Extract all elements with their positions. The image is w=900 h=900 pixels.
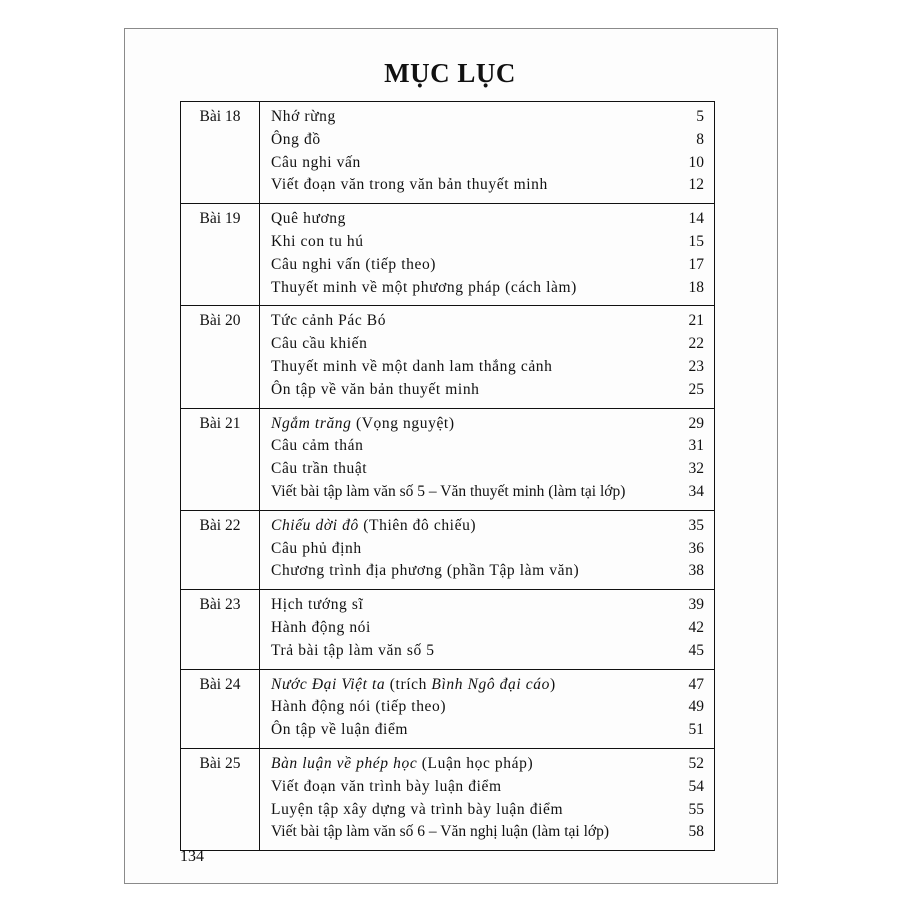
entry-title-part: Thuyết minh về một danh lam thắng cảnh: [271, 357, 553, 375]
entry-page-number: 38: [688, 562, 704, 580]
entry-title: [271, 481, 625, 504]
entry-title: [271, 458, 367, 481]
toc-entry: [181, 674, 714, 697]
toc-section: [181, 203, 714, 305]
column-divider: [259, 204, 260, 305]
entry-title: [271, 776, 502, 799]
toc-entry: [181, 821, 714, 844]
entry-title-part: Câu trần thuật: [271, 460, 368, 478]
toc-entry: [181, 208, 714, 231]
section-label: Bài 21: [199, 414, 241, 432]
entry-title-part: Khi con tu hú: [271, 232, 364, 250]
entry-title-part: Bình Ngô đại cáo: [431, 675, 550, 693]
entry-page-number: 25: [688, 380, 704, 398]
toc-section: [181, 102, 714, 203]
entry-title-part: (trích: [385, 675, 432, 693]
entry-title-part: Nhớ rừng: [271, 108, 336, 125]
entry-title: [271, 379, 480, 402]
toc-entry: [181, 799, 714, 822]
toc-entry: [181, 152, 714, 175]
entry-title-part: Câu nghi vấn: [271, 153, 361, 171]
toc-entry: [181, 231, 714, 254]
toc-entry: [181, 356, 714, 379]
entry-title-part: Viết bài tập làm văn số 6 – Văn nghị luận (làm tại lớp): [271, 823, 610, 841]
toc-entry: [181, 696, 714, 719]
entry-page-number: 35: [688, 516, 704, 534]
entry-title-part: Thuyết minh về một phương pháp (cách làm): [271, 278, 577, 296]
entry-title: [271, 333, 367, 356]
entry-page-number: 32: [688, 460, 704, 478]
toc-entry: [181, 481, 714, 504]
entry-page-number: 29: [688, 414, 704, 432]
entry-page-number: 23: [688, 357, 704, 375]
section-label: Bài 18: [199, 108, 241, 125]
section-label: Bài 24: [199, 675, 241, 693]
entry-page-number: 14: [688, 210, 704, 228]
toc-section: [181, 748, 714, 850]
toc-section: [181, 589, 714, 668]
section-label: Bài 19: [199, 210, 241, 228]
entry-title-part: Chiếu dời đô: [271, 516, 359, 534]
entry-title-part: Hành động nói (tiếp theo): [271, 698, 447, 716]
entry-page-number: 45: [688, 641, 704, 659]
toc-section: [181, 669, 714, 748]
entry-title-part: Viết bài tập làm văn số 5 – Văn thuyết minh (làm tại lớp): [271, 482, 626, 500]
toc-entry: [181, 174, 714, 197]
column-divider: [259, 409, 260, 510]
entry-title-part: Ôn tập về văn bản thuyết minh: [271, 380, 480, 398]
entry-page-number: 21: [688, 312, 704, 330]
toc-section: [181, 510, 714, 589]
entry-page-number: 42: [688, 618, 704, 636]
entry-title-part: Nước Đại Việt ta: [271, 675, 386, 693]
toc-section: [181, 305, 714, 407]
toc-entry: [181, 333, 714, 356]
entry-title-part: Chương trình địa phương (phần Tập làm văn): [271, 562, 580, 580]
entry-title: [271, 821, 609, 844]
entry-title: [271, 560, 579, 583]
entry-title-part: Ôn tập về luận điểm: [271, 721, 409, 739]
entry-title-part: Luyện tập xây dựng và trình bày luận điểm: [271, 800, 564, 818]
toc-entry: [181, 719, 714, 742]
entry-page-number: 5: [696, 108, 704, 125]
section-label: Bài 23: [199, 596, 241, 614]
entry-title-part: Bàn luận về phép học: [271, 754, 418, 772]
entry-title: [271, 719, 408, 742]
entry-title-part: Quê hương: [271, 210, 346, 228]
entry-page-number: 31: [688, 437, 704, 455]
entry-title: [271, 152, 361, 175]
entry-title: [271, 640, 435, 663]
entry-title-part: Câu cầu khiến: [271, 335, 368, 353]
column-divider: [259, 306, 260, 407]
entry-title-part: Ông đồ: [271, 130, 321, 148]
entry-title-part: (Thiên đô chiếu): [358, 516, 477, 534]
toc-entry: [181, 776, 714, 799]
entry-page-number: 55: [688, 800, 704, 818]
entry-title-part: Trả bài tập làm văn số 5: [271, 641, 435, 659]
toc-entry: [181, 310, 714, 333]
entry-title-part: Câu cảm thán: [271, 437, 364, 455]
toc-entry: [181, 617, 714, 640]
column-divider: [259, 590, 260, 668]
entry-title-part: Hịch tướng sĩ: [271, 596, 364, 614]
entry-page-number: 58: [688, 823, 704, 841]
entry-title: [271, 753, 533, 776]
entry-title: [271, 310, 386, 333]
entry-page-number: 17: [688, 255, 704, 273]
page-number: 134: [180, 848, 204, 865]
toc-entry: [181, 640, 714, 663]
entry-title: [271, 356, 553, 379]
toc-entry: [181, 413, 714, 436]
entry-title-part: Câu phủ định: [271, 539, 362, 557]
entry-title-part: Tức cảnh Pác Bó: [271, 312, 387, 330]
entry-title: [271, 696, 446, 719]
entry-title-part: ): [549, 675, 556, 693]
toc-entry: [181, 379, 714, 402]
entry-page-number: 49: [688, 698, 704, 716]
column-divider: [259, 511, 260, 589]
entry-title: [271, 231, 364, 254]
entry-title: [271, 277, 577, 300]
section-label: Bài 22: [199, 516, 241, 534]
entry-title: [271, 413, 455, 436]
page-title: MỤC LỤC: [384, 58, 516, 88]
toc-entry: [181, 560, 714, 583]
entry-page-number: 51: [688, 721, 704, 739]
entry-title-part: (Luận học pháp): [417, 754, 534, 772]
toc-entry: [181, 254, 714, 277]
entry-title: [271, 254, 436, 277]
entry-page-number: 15: [688, 232, 704, 250]
entry-page-number: 36: [688, 539, 704, 557]
section-label: Bài 20: [199, 312, 241, 330]
toc-section: [181, 408, 714, 510]
entry-page-number: 18: [688, 278, 704, 296]
entry-title: [271, 129, 321, 152]
toc-entry: [181, 129, 714, 152]
entry-title: [271, 617, 371, 640]
toc-entry: [181, 435, 714, 458]
column-divider: [259, 102, 260, 203]
toc-entry: [181, 753, 714, 776]
entry-page-number: 47: [688, 675, 704, 693]
entry-title: [271, 538, 362, 561]
entry-title-part: Hành động nói: [271, 618, 371, 636]
entry-title-part: Viết đoạn văn trong văn bản thuyết minh: [271, 176, 548, 194]
entry-title-part: Câu nghi vấn (tiếp theo): [271, 255, 437, 273]
entry-page-number: 10: [688, 153, 704, 171]
entry-title: [271, 435, 363, 458]
section-label: Bài 25: [199, 754, 241, 772]
entry-page-number: 34: [688, 482, 704, 500]
entry-title-part: (Vọng nguyệt): [351, 414, 455, 432]
toc-entry: [181, 106, 714, 129]
entry-page-number: 52: [688, 754, 704, 772]
table-of-contents: [180, 101, 715, 851]
entry-page-number: 8: [696, 130, 704, 148]
entry-title-part: Ngắm trăng: [271, 414, 352, 432]
entry-title: [271, 174, 548, 197]
toc-entry: [181, 594, 714, 617]
toc-entry: [181, 277, 714, 300]
entry-page-number: 39: [688, 596, 704, 614]
entry-title: [271, 799, 563, 822]
entry-title: [271, 594, 363, 617]
entry-page-number: 54: [688, 777, 704, 795]
entry-title: [271, 674, 556, 697]
column-divider: [259, 670, 260, 748]
toc-entry: [181, 538, 714, 561]
toc-entry: [181, 515, 714, 538]
entry-page-number: 12: [688, 176, 704, 194]
toc-entry: [181, 458, 714, 481]
entry-title: [271, 208, 346, 231]
column-divider: [259, 749, 260, 850]
entry-title: [271, 515, 476, 538]
entry-title: [271, 106, 336, 129]
entry-page-number: 22: [688, 335, 704, 353]
entry-title-part: Viết đoạn văn trình bày luận điểm: [271, 777, 502, 795]
